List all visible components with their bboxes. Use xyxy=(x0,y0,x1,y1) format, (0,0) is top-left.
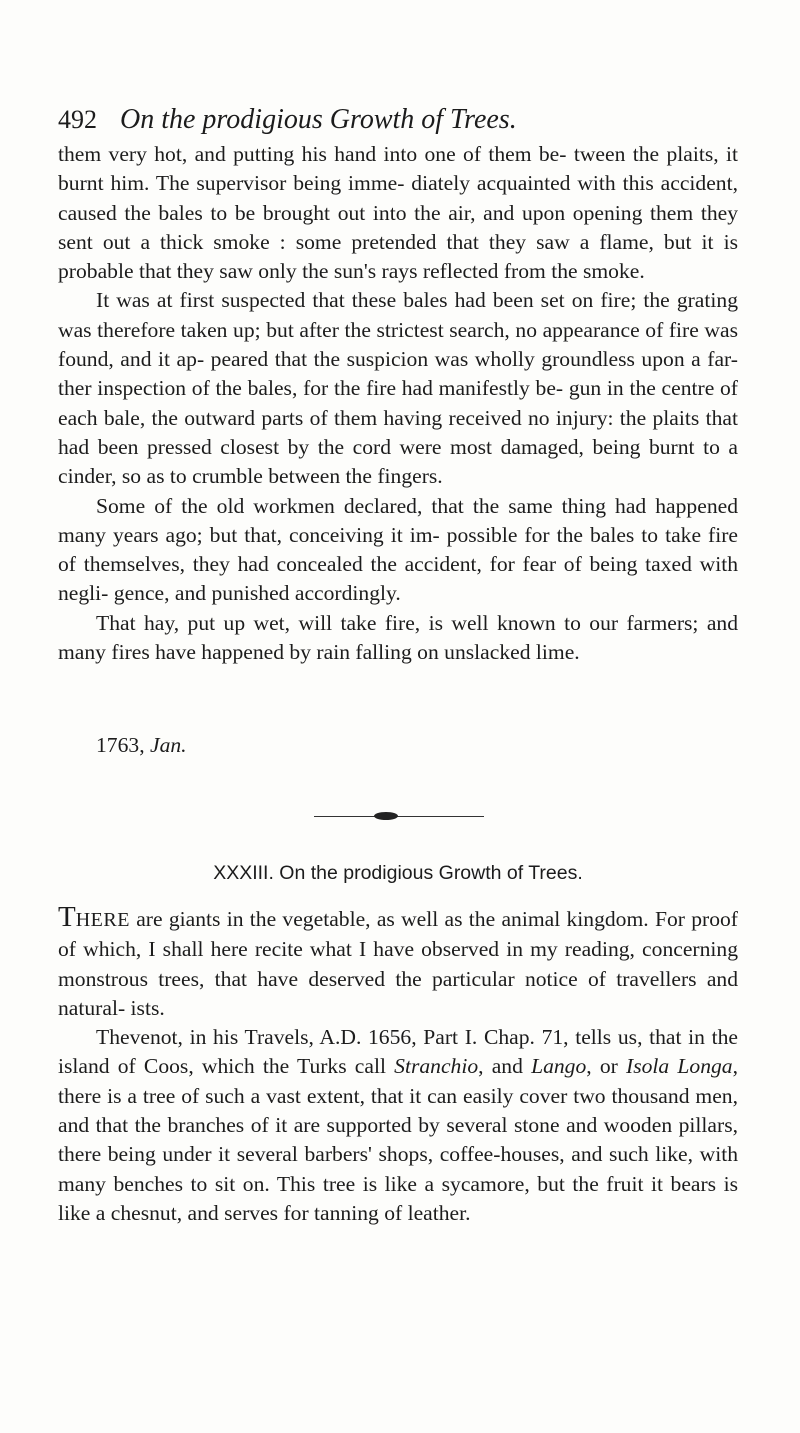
running-title: On the prodigious Growth of Trees. xyxy=(120,104,517,135)
page-number: 492 xyxy=(58,105,97,134)
place-name: Lango xyxy=(531,1054,587,1079)
paragraph: them very hot, and putting his hand into one of them be- tween the plaits, it burnt him. The supervisor being imme- diately acquainted with this accident, caused the bales to be brought out into the air, and upon opening them they sent out a thick smoke : some pretended that they saw a flame, but it is probable that they saw only the sun's rays reflected from the smoke. xyxy=(58,142,738,284)
article-continuation xyxy=(58,140,738,667)
intro-paragraph xyxy=(58,901,738,1023)
text-run: Thevenot, in his Travels, A.D. 1656, Part I. Chap. 71, tells us, that in the island of Coos, which the Turks call xyxy=(58,1025,738,1079)
new-article xyxy=(58,901,738,1228)
paragraph: Some of the old workmen declared, that the same thing had happened many years ago; but that, conceiving it im- possible for the bales to take fire of themselves, they had concealed the accident, for fear of being taxed with negli- gence, and punished accordingly. xyxy=(58,493,738,606)
running-head xyxy=(58,98,738,142)
dateline-month: Jan. xyxy=(150,733,187,757)
text-run: , there is a tree of such a vast extent, that it can easily cover two thousand men, and that the branches of it are supported by several stone and wooden pillars, there being under it several barbers' shops, coffee-houses, and such like, with many benches to sit on. This tree is like a sycamore, but the fruit it bears is like a chesnut, and serves for tanning of leather. xyxy=(58,1054,738,1225)
dateline xyxy=(96,730,187,760)
place-name: Stranchio xyxy=(394,1054,479,1079)
intro-text: are giants in the vegetable, as well as the animal kingdom. For proof of which, I shall here recite what I have observed in my reading, concerning monstrous trees, that have deserved the particular notice of travellers and natural- ists. xyxy=(58,907,738,1020)
paragraph: It was at first suspected that these bales had been set on fire; the grating was therefore taken up; but after the strictest search, no appearance of fire was found, and it ap- peared that the suspicion was wholly groundless upon a far- ther inspection of the bales, for the fire had manifestly be- gun in the centre of each bale, the outward parts of them having received no injury: the plaits that had been pressed closest by the cord were most damaged, being burnt to a cinder, so as to crumble between the fingers. xyxy=(58,288,738,489)
text-run: , or xyxy=(586,1054,627,1079)
text-run: , and xyxy=(478,1054,532,1079)
divider-ornament xyxy=(374,812,398,820)
section-heading: XXXIII. On the prodigious Growth of Trees. xyxy=(213,862,583,884)
drop-letter: T xyxy=(58,901,76,933)
paragraph: That hay, put up wet, will take fire, is well known to our farmers; and many fires have happened by rain falling on unslacked lime. xyxy=(58,610,738,665)
small-caps-word: HERE xyxy=(75,909,130,931)
dateline-year: 1763, xyxy=(96,733,145,757)
place-name: Isola Longa xyxy=(626,1054,733,1079)
thevenot-paragraph xyxy=(58,1023,738,1228)
section-divider-rule xyxy=(314,816,484,817)
